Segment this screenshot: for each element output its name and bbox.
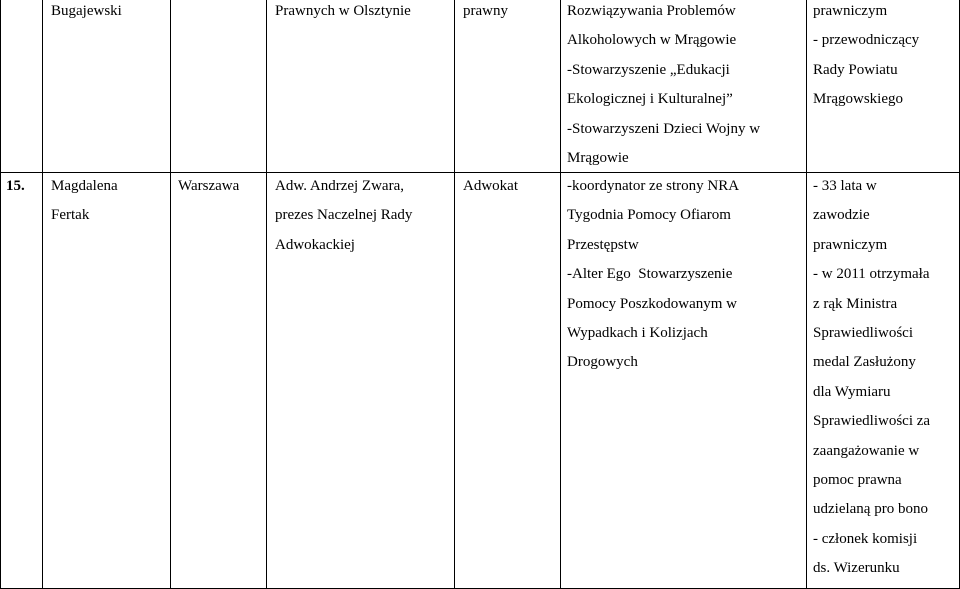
text-line: Przestępstw: [567, 236, 639, 253]
text-line: prawniczym: [813, 236, 888, 253]
text-line: -Stowarzyszenie „Edukacji: [567, 61, 730, 78]
text-line: - w 2011 otrzymała: [813, 266, 930, 283]
text-line: dla Wymiaru: [813, 383, 891, 400]
text-line: zawodzie: [813, 207, 870, 224]
column-divider: [42, 0, 43, 589]
position-cell: [275, 172, 412, 260]
text-line: Tygodnia Pomocy Ofiarom: [567, 207, 731, 224]
text-line: medal Zasłużony: [813, 354, 916, 371]
text-line: Warszawa: [178, 178, 240, 194]
text-line: -Alter Ego Stowarzyszenie: [567, 266, 733, 283]
column-divider: [266, 0, 267, 589]
text-line: ds. Wizerunku: [813, 560, 900, 577]
text-line: Alkoholowych w Mrągowie: [567, 32, 737, 49]
position-cell: [463, 0, 508, 26]
text-line: zaangażowanie w: [813, 442, 920, 459]
text-line: Prawnych w Olsztynie: [275, 3, 411, 19]
notes-cell: [813, 0, 919, 115]
text-line: Mrągowie: [567, 149, 629, 166]
notes-cell: [813, 172, 930, 583]
text-line: Magdalena: [51, 178, 118, 194]
text-line: prezes Naczelnej Rady: [275, 207, 413, 224]
text-line: Sprawiedliwości za: [813, 413, 931, 430]
text-line: Bugajewski: [51, 3, 122, 19]
text-line: z rąk Ministra: [813, 295, 898, 312]
activities-cell: [567, 0, 760, 173]
column-divider: [170, 0, 171, 589]
profession-cell: [463, 172, 518, 201]
text-line: Adwokackiej: [275, 236, 355, 253]
text-line: Adwokat: [463, 178, 518, 194]
text-line: 15.: [6, 178, 25, 194]
name-cell: [51, 0, 122, 26]
table-border-left: [0, 0, 1, 589]
text-line: - 33 lata w: [813, 178, 877, 194]
text-line: - przewodniczący: [813, 32, 920, 49]
text-line: Sprawiedliwości: [813, 324, 913, 341]
text-line: -koordynator ze strony NRA: [567, 178, 740, 194]
text-line: Rady Powiatu: [813, 61, 898, 78]
text-line: pomoc prawna: [813, 471, 902, 488]
text-line: Pomocy Poszkodowanym w: [567, 295, 737, 312]
text-line: Ekologicznej i Kulturalnej”: [567, 91, 733, 108]
column-divider: [806, 0, 807, 589]
name-cell: [51, 172, 118, 231]
text-line: -Stowarzyszeni Dzieci Wojny w: [567, 120, 761, 137]
city-cell: [275, 0, 411, 26]
text-line: Fertak: [51, 207, 90, 224]
row-number: [6, 172, 25, 201]
text-line: Drogowych: [567, 354, 638, 371]
text-line: udzielaną pro bono: [813, 501, 928, 518]
city-cell: [178, 172, 239, 201]
text-line: prawniczym: [813, 3, 888, 19]
column-divider: [560, 0, 561, 589]
text-line: Mrągowskiego: [813, 91, 903, 108]
text-line: Wypadkach i Kolizjach: [567, 324, 708, 341]
text-line: prawny: [463, 3, 508, 19]
text-line: Adw. Andrzej Zwara,: [275, 178, 404, 194]
text-line: Rozwiązywania Problemów: [567, 3, 736, 19]
column-divider: [454, 0, 455, 589]
activities-cell: [567, 172, 739, 378]
text-line: - członek komisji: [813, 530, 918, 547]
